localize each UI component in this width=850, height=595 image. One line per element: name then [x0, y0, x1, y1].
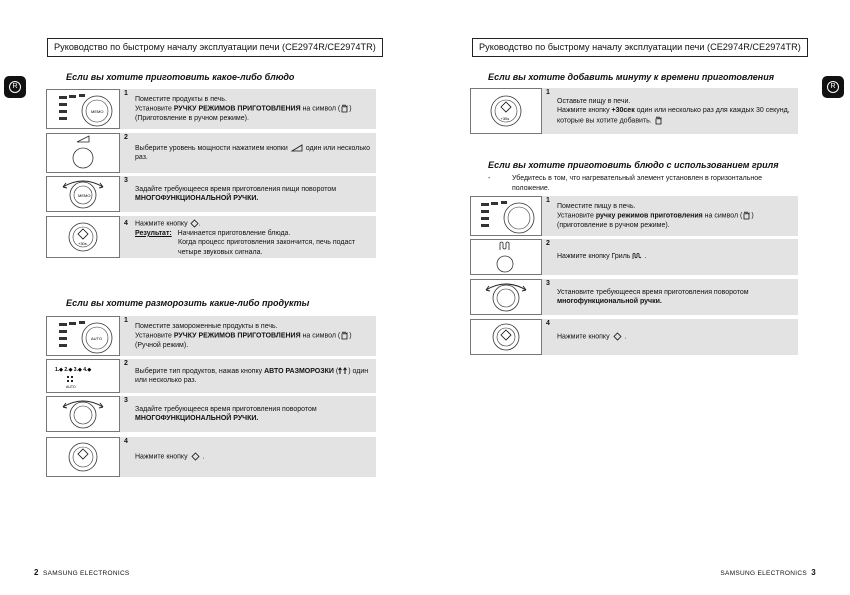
- plus30-button-illustration: [470, 88, 542, 134]
- minute-step-1: +30s 1 Оставьте пищу в печи. Нажмите кнопку +30сек один или несколько раз для каждых 30 секунд, которые вы хотите добавить.: [470, 88, 798, 134]
- start-button-illustration: [46, 216, 120, 258]
- mode-dial-illustration: [46, 89, 120, 129]
- right-section-grill-heading: Если вы хотите приготовить блюдо с использованием гриля: [488, 160, 779, 170]
- multifunction-knob-illustration: [46, 396, 120, 432]
- svg-text:1.◆ 2.◆ 3.◆ 4.◆: 1.◆ 2.◆ 3.◆ 4.◆: [55, 367, 92, 373]
- power-button-illustration: [46, 133, 120, 173]
- svg-text:AUTO: AUTO: [66, 385, 76, 389]
- cook-step-1: MEMO 1 Поместите продукты в печь. Установите РУЧКУ РЕЖИМОВ ПРИГОТОВЛЕНИЯ на символ ( ) (Приготовление в ручном режиме).: [46, 89, 376, 129]
- cook-step-2: 2 Выберите уровень мощности нажатием кнопки один или несколько раз.: [46, 133, 376, 173]
- right-section-minute-heading: Если вы хотите добавить минуту к времени приготовления: [488, 72, 775, 82]
- defrost-step-2: 1.◆ 2.◆ 3.◆ 4.◆ AUTO 2 Выберите тип продуктов, нажав кнопку АВТО РАЗМОРОЗКИ ( ) один или несколько раз.: [46, 359, 376, 393]
- left-footer: 2 SAMSUNG ELECTRONICS: [34, 568, 130, 577]
- svg-text:+30s: +30s: [500, 116, 510, 121]
- grill-note: - Убедитесь в том, что нагревательный элемент установлен в горизонтальное положение.: [488, 175, 763, 192]
- multifunction-knob-illustration: [470, 279, 542, 315]
- power-triangle-icon: [290, 144, 304, 152]
- mode-dial-illustration: [46, 316, 120, 356]
- cook-step-3: MEMO 3 Задайте требующееся время приготовления пищи поворотом МНОГОФУНКЦИОНАЛЬНОЙ РУЧКИ.: [46, 176, 376, 212]
- grill-step-2: 2 Нажмите кнопку Гриль .: [470, 239, 798, 275]
- hand-symbol-icon: [654, 116, 663, 125]
- defrost-step-4: 4 Нажмите кнопку .: [46, 437, 376, 477]
- multifunction-knob-illustration: [46, 176, 120, 212]
- start-button-icon: [191, 452, 200, 461]
- grill-step-4: 4 Нажмите кнопку .: [470, 319, 798, 355]
- start-button-illustration: [470, 319, 542, 355]
- start-button-illustration: [46, 437, 120, 477]
- hand-symbol-icon: [340, 331, 349, 340]
- grill-coil-icon: [632, 252, 642, 260]
- defrost-arrows-icon: [338, 367, 348, 375]
- defrost-step-1: AUTO 1 Поместите замороженные продукты в печь. Установите РУЧКУ РЕЖИМОВ ПРИГОТОВЛЕНИЯ на символ ( ) (Ручной режим).: [46, 316, 376, 356]
- right-footer: SAMSUNG ELECTRONICS 3: [720, 568, 816, 577]
- defrost-button-illustration: [46, 359, 120, 393]
- svg-text:MEMO: MEMO: [91, 109, 104, 114]
- mode-dial-illustration: [470, 196, 542, 236]
- hand-symbol-icon: [742, 211, 751, 220]
- svg-text:AUTO: AUTO: [91, 336, 103, 341]
- start-button-icon: [190, 219, 199, 228]
- defrost-step-3: 3 Задайте требующееся время приготовления поворотом МНОГОФУНКЦИОНАЛЬНОЙ РУЧКИ.: [46, 396, 376, 432]
- grill-button-illustration: [470, 239, 542, 275]
- left-section-defrost-heading: Если вы хотите разморозить какие-либо продукты: [66, 298, 310, 308]
- svg-text:+30s: +30s: [78, 241, 87, 246]
- svg-text:MEMO: MEMO: [78, 193, 91, 198]
- right-language-badge: R: [822, 76, 844, 98]
- grill-step-1: 1 Поместите пищу в печь. Установите ручку режимов приготовления на символ ( ) (приготовление в ручном режиме).: [470, 196, 798, 236]
- left-page-title: Руководство по быстрому началу эксплуатации печи (CE2974R/CE2974TR): [47, 38, 383, 57]
- cook-step-4: +30s 4 Нажмите кнопку . Результат: Начинается приготовление блюда. Когда процесс приготовления закончится, печь подаст четыре звуковых сигнала.: [46, 216, 376, 258]
- grill-step-3: 3 Установите требующееся время приготовления поворотом многофункциональной ручки.: [470, 279, 798, 315]
- start-button-icon: [613, 332, 622, 341]
- right-page-title: Руководство по быстрому началу эксплуатации печи (CE2974R/CE2974TR): [472, 38, 808, 57]
- hand-symbol-icon: [340, 104, 349, 113]
- left-language-badge: R: [4, 76, 26, 98]
- left-section-cook-heading: Если вы хотите приготовить какое-либо блюдо: [66, 72, 295, 82]
